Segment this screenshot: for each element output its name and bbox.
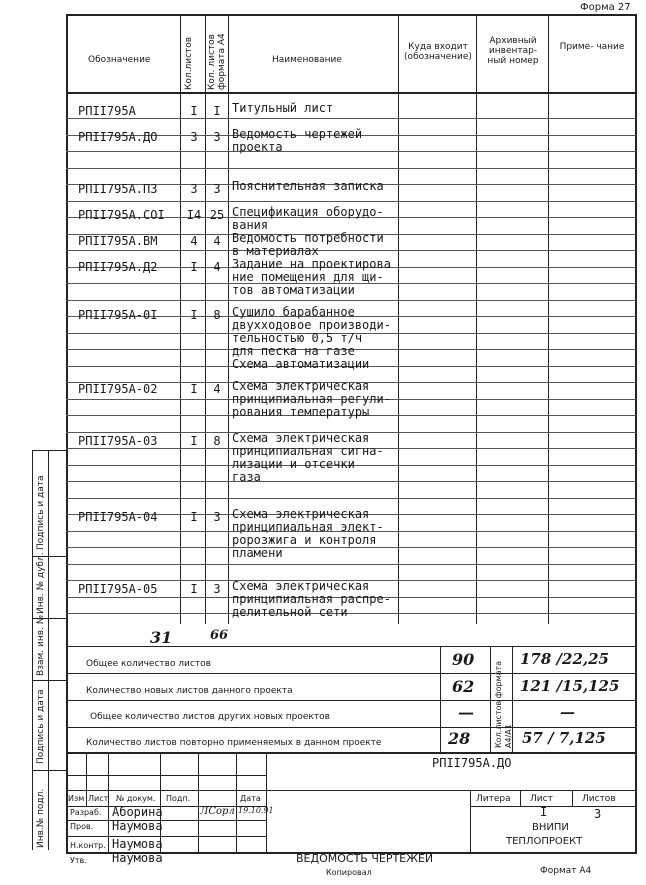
row-name	[232, 580, 391, 619]
row-designation: РПII795А.ПЗ	[78, 182, 158, 196]
row-sheets-a4: 4	[213, 234, 221, 248]
header-sheets-count: Кол.листов	[184, 36, 194, 90]
row-sheets-a4: 3	[213, 182, 221, 196]
row-designation: РПII795А.ДО	[78, 130, 158, 144]
summary-new-value: 62	[452, 677, 475, 696]
form-label: Форма 27	[580, 2, 631, 13]
row-name-line: проекта	[232, 140, 283, 154]
row-name-line: Ведомость потребности	[232, 231, 384, 245]
row-designation: РПII795А	[78, 104, 136, 118]
row-name-line: принципиальная регули-	[232, 392, 391, 406]
row-name	[232, 432, 384, 484]
summary-new-label: Количество новых листов данного проекта	[86, 686, 293, 696]
sidebar-sign-date-2: Подпись и дата	[36, 475, 46, 550]
summary-other-value: —	[458, 703, 474, 722]
summary-other-format: —	[560, 703, 575, 721]
summary-format-label: Кол.листов формата А4/А1	[494, 660, 513, 748]
summary-repeat-format: 57 / 7,125	[522, 729, 606, 747]
header-designation: Обозначение	[88, 55, 151, 65]
row-name-line: тельностью 0,5 т/ч	[232, 331, 363, 345]
row-name-line: в материалах	[232, 244, 319, 258]
row-sheets-a4: 8	[213, 434, 221, 448]
sidebar-sign-date-1: Подпись и дата	[36, 689, 46, 764]
stamp-format: Формат А4	[540, 866, 592, 876]
row-name-line: Схема электрическая	[232, 379, 370, 393]
summary-repeat-label: Количество листов повторно применяемых в данном проекте	[86, 738, 382, 748]
row-name-line: делительной сети	[232, 605, 348, 619]
row-name-line: Задание на проектирова	[232, 257, 391, 271]
row-sheets-count: I	[190, 582, 198, 596]
stamp-org-line1: ВНИПИ	[532, 822, 569, 833]
stamp-sheets-value: 3	[594, 807, 602, 821]
row-designation: РПII795А-0I	[78, 308, 158, 322]
row-sheets-count: I	[190, 434, 198, 448]
stamp-col-sign: Подп.	[166, 794, 191, 803]
row-name-line: для песка на газе	[232, 344, 355, 358]
row-designation: РПII795А.ВМ	[78, 234, 158, 248]
row-name-line: Сушило барабанное	[232, 305, 355, 319]
row-sheets-a4: 4	[213, 260, 221, 274]
row-name	[232, 306, 391, 371]
row-name-line: рования температуры	[232, 405, 370, 419]
stamp-sign-developer: ЛСорл	[200, 806, 235, 817]
stamp-copied: Копировал	[326, 868, 372, 877]
stamp-sheet-value: I	[540, 805, 548, 819]
row-name-line: двухходовое производи-	[232, 318, 391, 332]
summary-total-label: Общее количество листов	[86, 659, 211, 669]
row-name	[232, 508, 384, 560]
header-sheets-a4: Кол. листов формата А4	[207, 33, 227, 90]
row-designation: РПII795А.Д2	[78, 260, 158, 274]
sidebar-inv-duplicate: Инв. № дубл.	[36, 552, 46, 614]
row-sheets-count: I	[190, 260, 198, 274]
row-name-line: Схема электрическая	[232, 431, 370, 445]
summary-new-format: 121 /15,125	[520, 677, 620, 695]
row-name-line: принципиальная распре-	[232, 592, 391, 606]
stamp-col-date: Дата	[240, 794, 261, 803]
row-designation: РПII795А-05	[78, 582, 158, 596]
sidebar-inv-original: Инв.№ подл.	[36, 788, 46, 848]
summary-total-value: 90	[452, 650, 475, 669]
row-sheets-count: I	[190, 510, 198, 524]
summary-total-format: 178 /22,25	[520, 650, 609, 668]
row-sheets-count: 3	[190, 182, 198, 196]
row-name	[232, 180, 384, 193]
row-sheets-count: 4	[190, 234, 198, 248]
stamp-role-checker: Пров.	[70, 822, 94, 831]
row-designation: РПII795А.СОI	[78, 208, 165, 222]
row-sheets-count: I	[190, 382, 198, 396]
stamp-name-approver: Наумова	[112, 851, 163, 865]
row-sheets-a4: 3	[213, 582, 221, 596]
row-name-line: Спецификация оборудо-	[232, 205, 384, 219]
stamp-col-list: Лист	[88, 794, 109, 803]
stamp-name-norm-control: Наумова	[112, 837, 163, 851]
row-name-line: Титульный лист	[232, 101, 334, 115]
header-note: Приме- чание	[559, 42, 625, 52]
row-sheets-a4: 8	[213, 308, 221, 322]
stamp-col-izm: Изм	[68, 794, 85, 803]
summary-repeat-value: 28	[448, 729, 471, 748]
total-sheets-count: 31	[150, 628, 173, 647]
header-where-used: Куда входит (обозначение)	[404, 42, 472, 62]
row-name-line: тов автоматизации	[232, 283, 355, 297]
stamp-sheet-label: Лист	[530, 794, 553, 804]
row-name	[232, 102, 333, 115]
row-sheets-count: I4	[186, 208, 202, 222]
row-name-line: ророзжига и контроля	[232, 533, 377, 547]
row-name-line: Схема автоматизации	[232, 357, 370, 371]
stamp-role-norm-control: Н.контр.	[70, 841, 106, 850]
stamp-name-checker: Наумова	[112, 819, 163, 833]
row-name-line: принципиальная сигна-	[232, 444, 384, 458]
stamp-title: ВЕДОМОСТЬ ЧЕРТЕЖЕЙ	[296, 852, 434, 865]
stamp-sheets-label: Листов	[582, 794, 616, 804]
row-sheets-a4: 4	[213, 382, 221, 396]
row-name-line: Схема электрическая	[232, 579, 370, 593]
total-sheets-a4: 66	[210, 628, 229, 643]
row-sheets-count: 3	[190, 130, 198, 144]
row-name	[232, 258, 391, 297]
row-designation: РПII795А-03	[78, 434, 158, 448]
stamp-role-developer: Разраб.	[70, 808, 102, 817]
row-name-line: Пояснительная записка	[232, 179, 384, 193]
row-sheets-a4: 3	[213, 510, 221, 524]
row-sheets-a4: I	[213, 104, 221, 118]
stamp-litera: Литера	[476, 794, 511, 804]
row-name	[232, 206, 384, 232]
row-name-line: пламени	[232, 546, 283, 560]
row-name	[232, 232, 384, 258]
sidebar-replace-inv: Взам. инв. №	[36, 614, 46, 676]
row-name-line: ние помещения для щи-	[232, 270, 384, 284]
row-sheets-count: I	[190, 104, 198, 118]
header-archive: Архивный инвентар- ный номер	[487, 36, 539, 66]
stamp-role-approver: Утв.	[70, 856, 87, 865]
row-name-line: принципиальная элект-	[232, 520, 384, 534]
stamp-date-developer: 19.10.91	[238, 806, 274, 815]
stamp-name-developer: Аборина	[112, 805, 163, 819]
row-name-line: газа	[232, 470, 261, 484]
stamp-doc-code: РПII795А.ДО	[432, 756, 512, 770]
row-designation: РПII795А-04	[78, 510, 158, 524]
row-name-line: лизации и отсечки	[232, 457, 355, 471]
row-designation: РПII795А-02	[78, 382, 158, 396]
row-name-line: вания	[232, 218, 269, 232]
row-sheets-a4: 25	[209, 208, 225, 222]
stamp-org-line2: ТЕПЛОПРОЕКТ	[506, 836, 583, 847]
header-name: Наименование	[272, 55, 342, 65]
stamp-col-doc: № докум.	[116, 794, 156, 803]
row-sheets-a4: 3	[213, 130, 221, 144]
row-name	[232, 380, 391, 419]
summary-other-label: Общее количество листов других новых проектов	[90, 712, 330, 722]
row-name-line: Ведомость чертежей	[232, 127, 363, 141]
row-name	[232, 128, 362, 154]
row-sheets-count: I	[190, 308, 198, 322]
row-name-line: Схема электрическая	[232, 507, 370, 521]
